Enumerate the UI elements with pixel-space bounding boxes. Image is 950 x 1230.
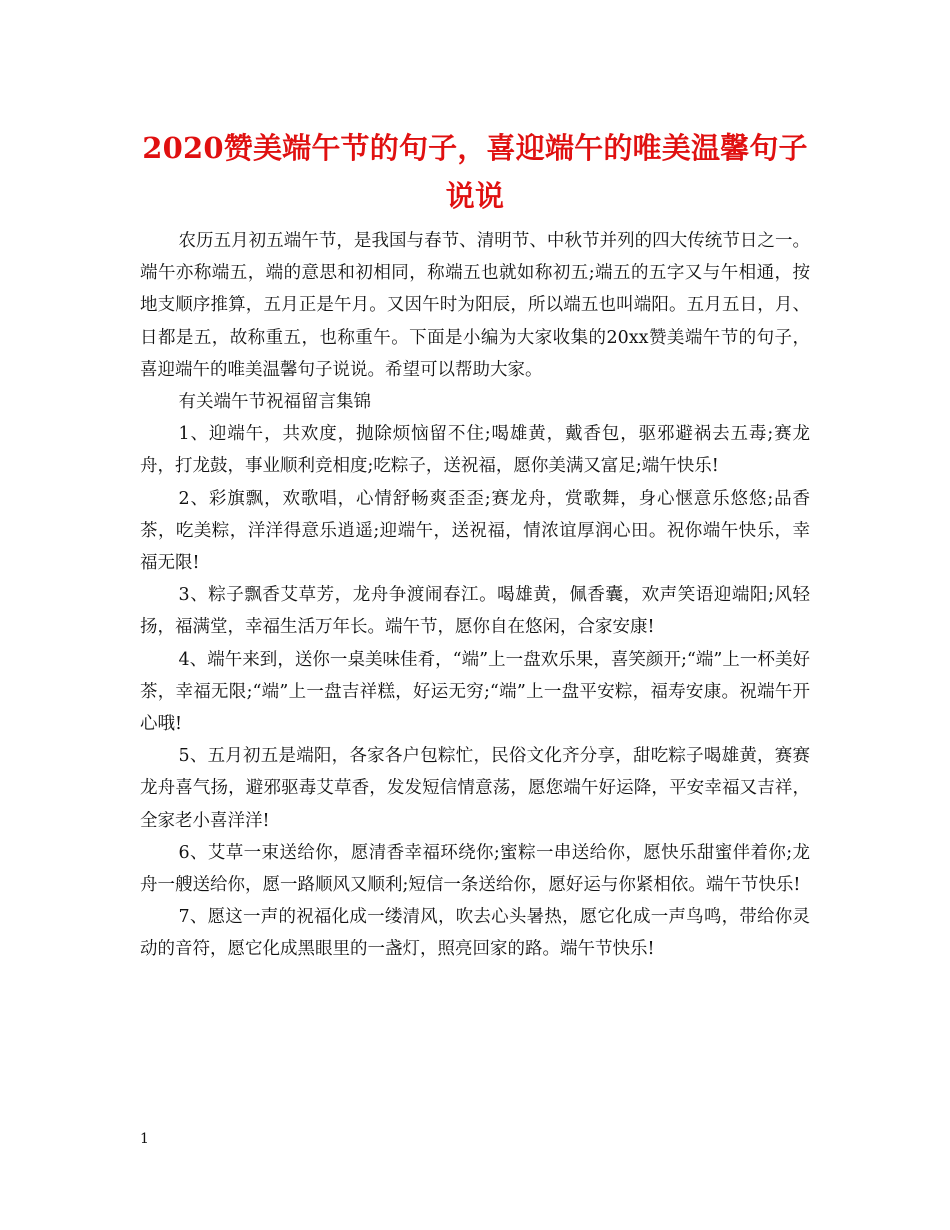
greeting-item-7: 7、愿这一声的祝福化成一缕清风，吹去心头暑热，愿它化成一声鸟鸣，带给你灵动的音符，愿它化成黑眼里的一盏灯，照亮回家的路。端午节快乐! <box>140 907 810 960</box>
greeting-item-4: 4、端午来到，送你一桌美味佳肴，“端”上一盘欢乐果，喜笑颜开;“端”上一杯美好茶，幸福无限;“端”上一盘吉祥糕，好运无穷;“端”上一盘平安粽，福寿安康。祝端午开心哦! <box>140 649 810 735</box>
section-heading: 有关端午节祝福留言集锦 <box>178 392 371 413</box>
greeting-item-6: 6、艾草一束送给你，愿清香幸福环绕你;蜜粽一串送给你，愿快乐甜蜜伴着你;龙舟一艘送给你，愿一路顺风又顺利;短信一条送给你，愿好运与你紧相依。端午节快乐! <box>140 842 810 896</box>
intro-paragraph: 农历五月初五端午节，是我国与春节、清明节、中秋节并列的四大传统节日之一。端午亦称端五，端的意思和初相同，称端五也就如称初五;端五的五字又与午相通，按地支顺序推算，五月正是午月。又因午时为阳辰，所以端五也叫端阳。五月五日，月、日都是五，故称重五，也称重午。下面是小编为大家收集的20xx赞美端午节的句子，喜迎端午的唯美温馨句子说说。希望可以帮助大家。 <box>140 231 810 380</box>
greeting-item-3: 3、粽子飘香艾草芳，龙舟争渡闹春江。喝雄黄，佩香囊，欢声笑语迎端阳;风轻扬，福满堂，幸福生活万年长。端午节，愿你自在悠闲，合家安康! <box>140 585 810 638</box>
page-title: 2020赞美端午节的句子，喜迎端午的唯美温馨句子说说 <box>142 131 808 213</box>
greeting-item-5: 5、五月初五是端阳，各家各户包粽忙，民俗文化齐分享，甜吃粽子喝雄黄，赛赛龙舟喜气扬，避邪驱毒艾草香，发发短信情意荡，愿您端午好运降，平安幸福又吉祥，全家老小喜洋洋! <box>140 746 810 831</box>
document-body <box>140 225 810 966</box>
greeting-item-2: 2、彩旗飘，欢歌唱，心情舒畅爽歪歪;赛龙舟，赏歌舞，身心惬意乐悠悠;品香茶，吃美粽，洋洋得意乐逍遥;迎端午，送祝福，情浓谊厚润心田。祝你端午快乐，幸福无限! <box>140 488 810 574</box>
page-number: 1 <box>140 1131 149 1147</box>
greeting-item-1: 1、迎端午，共欢度，抛除烦恼留不住;喝雄黄，戴香包，驱邪避祸去五毒;赛龙舟，打龙鼓，事业顺利竞相度;吃粽子，送祝福，愿你美满又富足;端午快乐! <box>140 424 810 477</box>
